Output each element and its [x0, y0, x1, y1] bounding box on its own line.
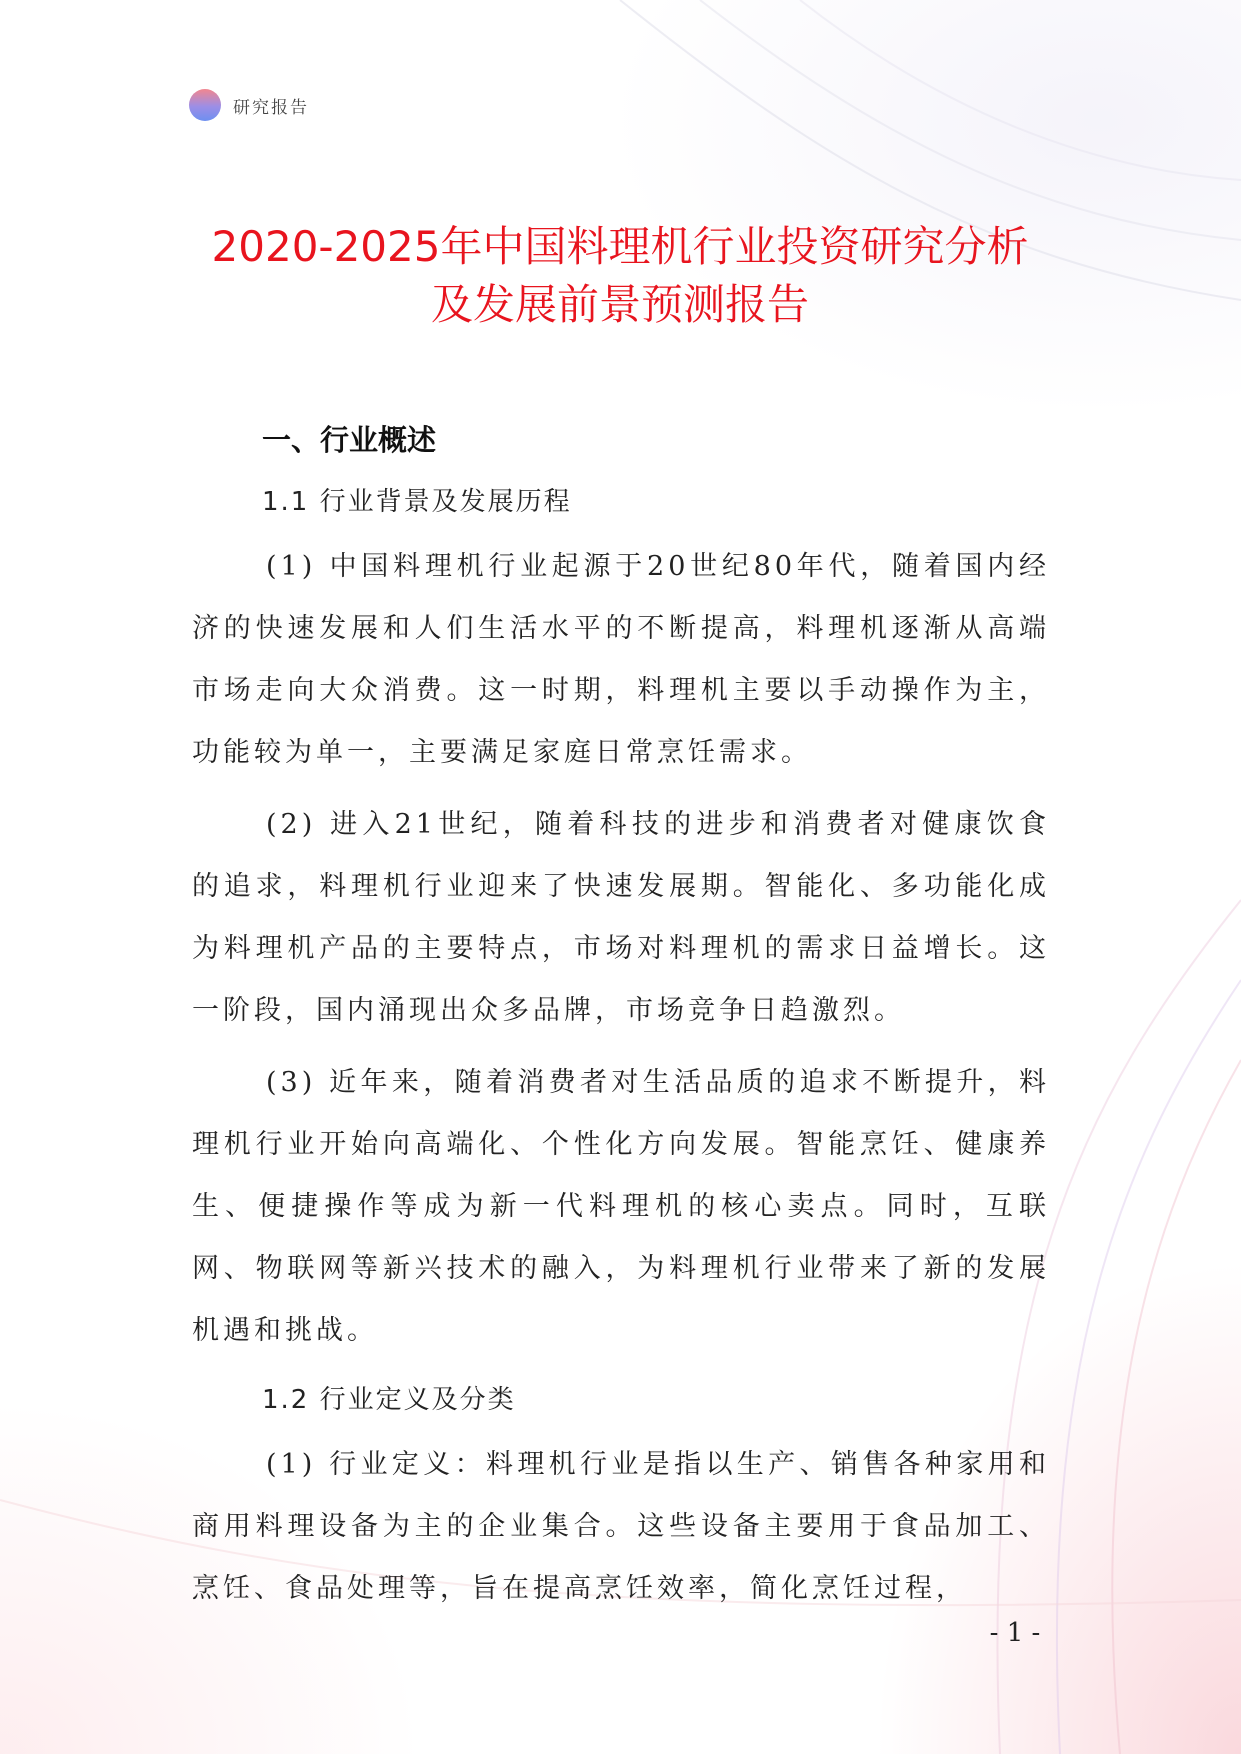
- title-line-2: 及发展前景预测报告: [430, 280, 809, 329]
- document-body: [192, 416, 1050, 1620]
- title-line-1: 2020-2025年中国料理机行业投资研究分析: [211, 222, 1029, 271]
- page-number: - 1 -: [989, 1618, 1041, 1648]
- document-title: [170, 218, 1070, 334]
- subsection-heading: 1.2 行业定义及分类: [262, 1385, 516, 1415]
- report-header: [189, 88, 309, 122]
- subsection-heading: 1.1 行业背景及发展历程: [262, 487, 572, 517]
- header-label: 研究报告: [233, 97, 309, 118]
- section-heading: 一、行业概述: [262, 423, 437, 457]
- paragraph: (1) 中国料理机行业起源于20世纪80年代，随着国内经济的快速发展和人们生活水平的不断提高，料理机逐渐从高端市场走向大众消费。这一时期，料理机主要以手动操作为主，功能较为单一，主要满足家庭日常烹饪需求。: [192, 551, 1050, 768]
- paragraph: (2) 进入21世纪，随着科技的进步和消费者对健康饮食的追求，料理机行业迎来了快速发展期。智能化、多功能化成为料理机产品的主要特点，市场对料理机的需求日益增长。这一阶段，国内涌现出众多品牌，市场竞争日趋激烈。: [192, 809, 1050, 1026]
- logo-icon: [189, 89, 221, 121]
- paragraph: (1) 行业定义：料理机行业是指以生产、销售各种家用和商用料理设备为主的企业集合。这些设备主要用于食品加工、烹饪、食品处理等，旨在提高烹饪效率，简化烹饪过程，: [192, 1449, 1050, 1604]
- paragraph: (3) 近年来，随着消费者对生活品质的追求不断提升，料理机行业开始向高端化、个性化方向发展。智能烹饪、健康养生、便捷操作等成为新一代料理机的核心卖点。同时，互联网、物联网等新兴技术的融入，为料理机行业带来了新的发展机遇和挑战。: [192, 1067, 1050, 1346]
